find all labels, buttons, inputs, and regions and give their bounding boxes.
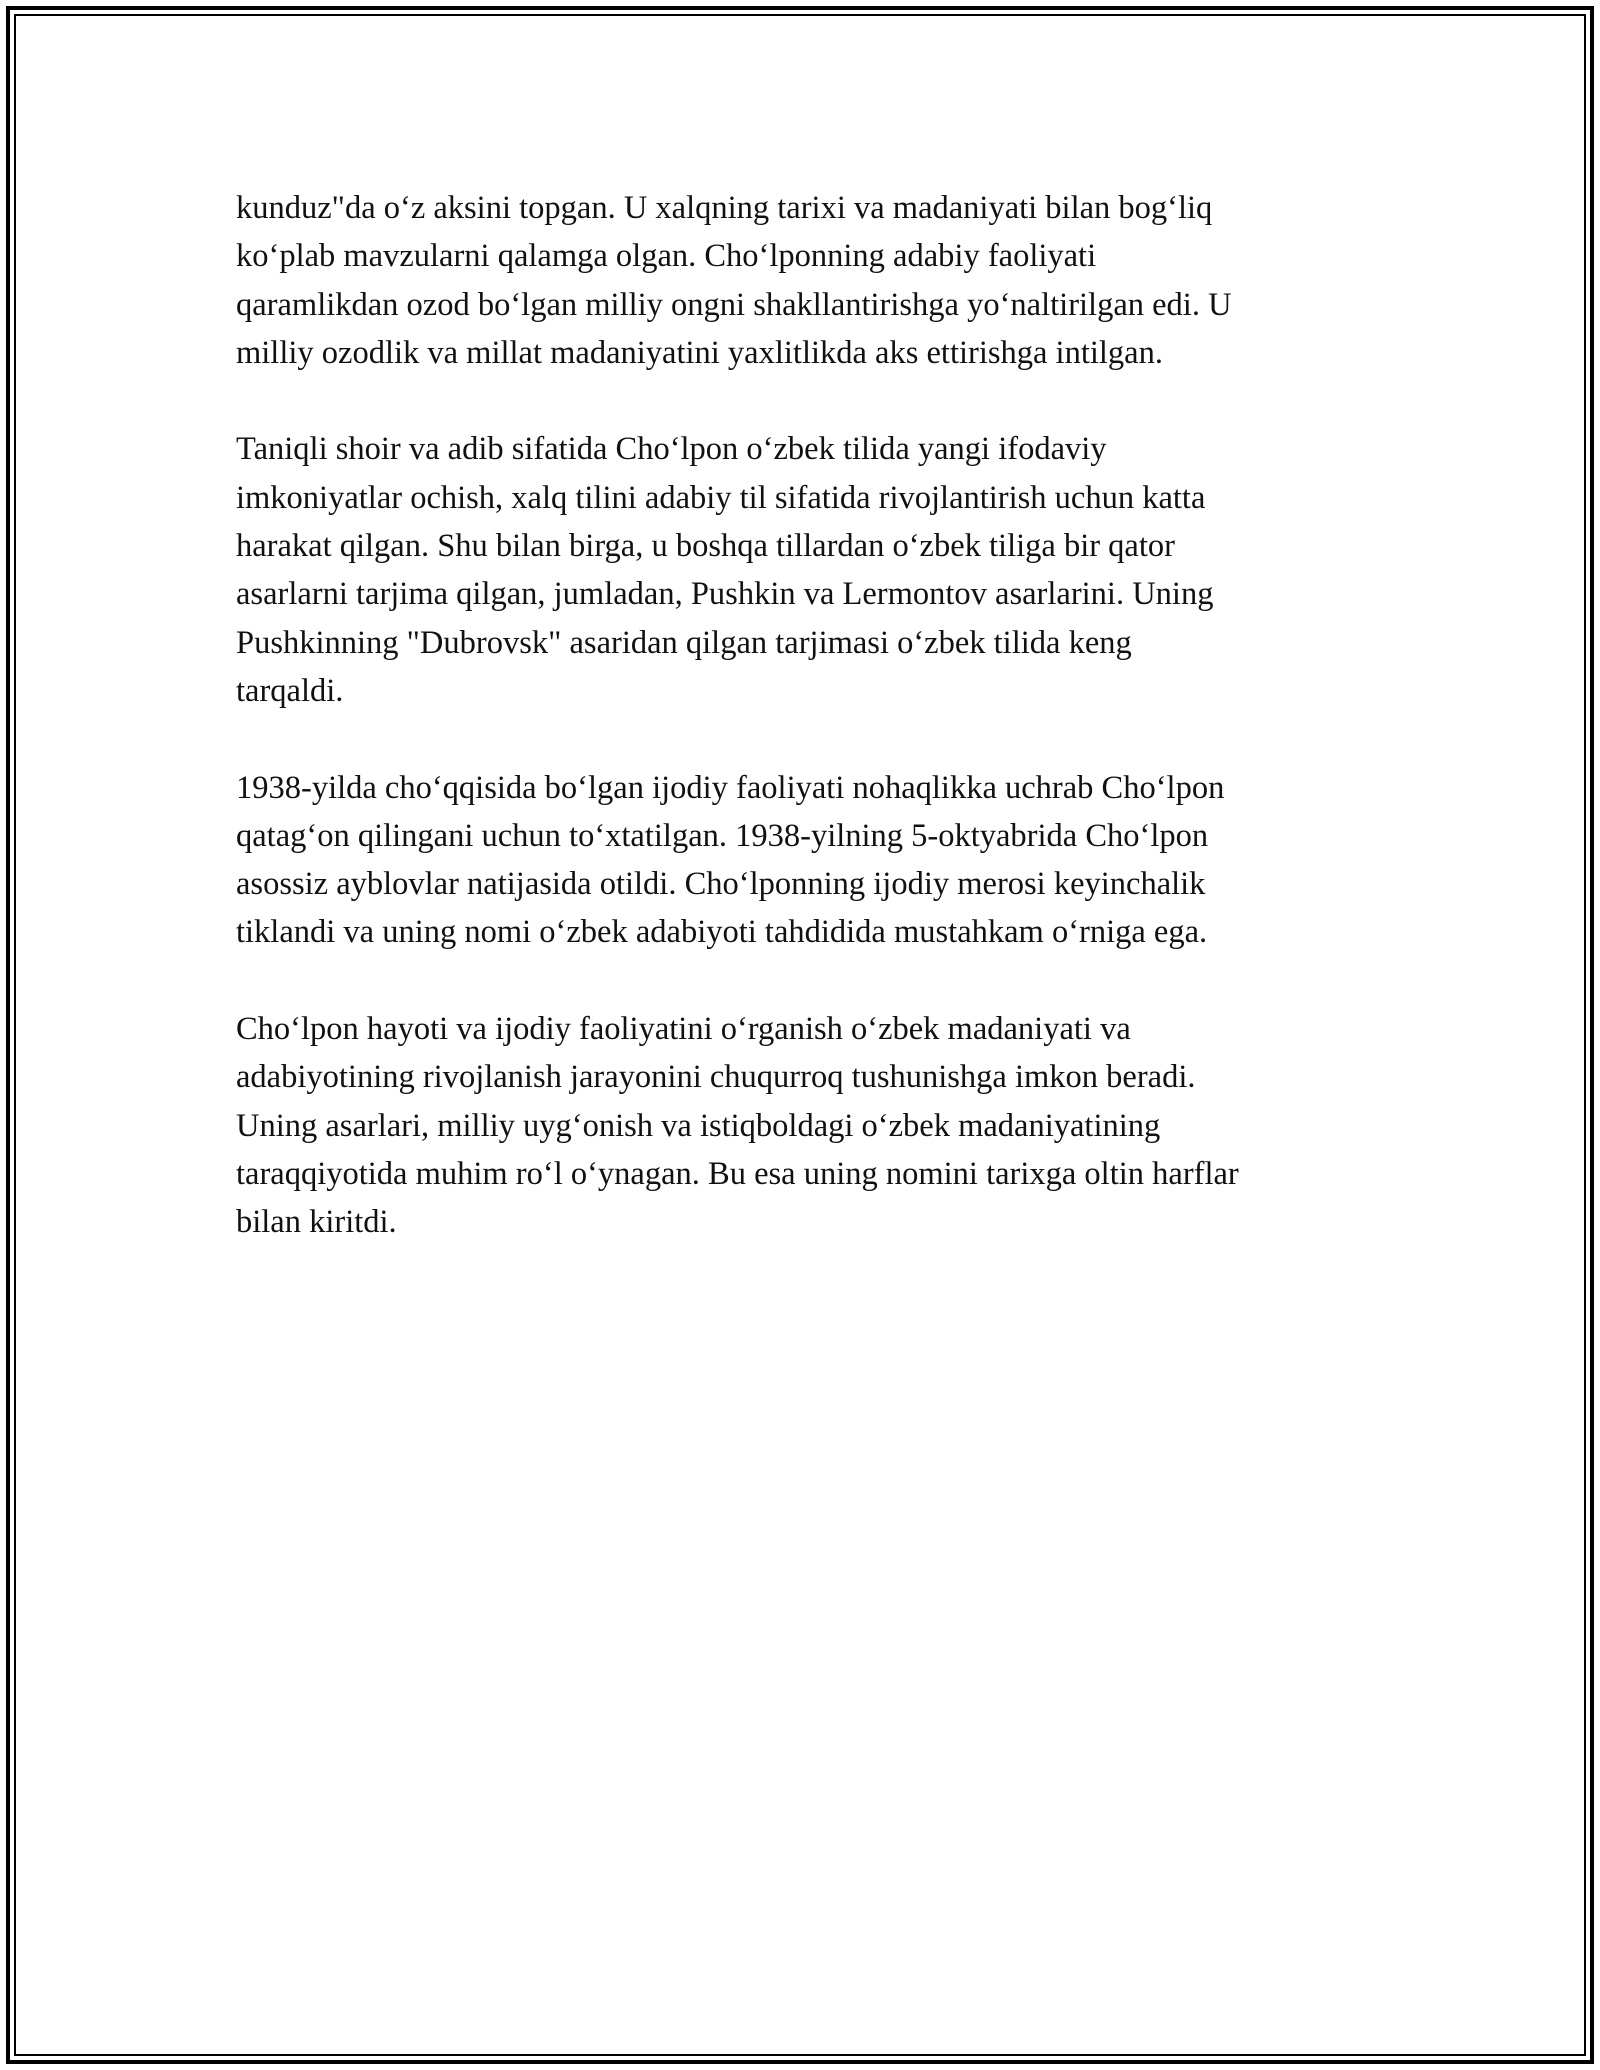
text-line: ko‘plab mavzularni qalamga olgan. Cho‘lponning adabiy faoliyati — [236, 238, 1097, 275]
paragraph-3 — [236, 764, 1396, 957]
text-line: milliy ozodlik va millat madaniyatini yaxlitlikda aks ettirishga intilgan. — [236, 334, 1163, 371]
text-line: harakat qilgan. Shu bilan birga, u boshqa tillardan o‘zbek tiliga bir qator — [236, 528, 1175, 565]
text-line: kunduz"da o‘z aksini topgan. U xalqning tarixi va madaniyati bilan bog‘liq — [236, 190, 1213, 226]
text-line: bilan kiritdi. — [236, 1204, 397, 1241]
text-line: asarlarni tarjima qilgan, jumladan, Pushkin va Lermontov asarlarini. Uning — [236, 576, 1214, 613]
text-line: Pushkinning "Dubrovsk" asaridan qilgan tarjimasi o‘zbek tilida keng — [236, 624, 1132, 661]
text-line: qatag‘on qilingani uchun to‘xtatilgan. 1938-yilning 5-oktyabrida Cho‘lpon — [236, 817, 1209, 854]
text-line: adabiyotining rivojlanish jarayonini chuqurroq tushunishga imkon beradi. — [236, 1059, 1196, 1096]
text-line: Cho‘lpon hayoti va ijodiy faoliyatini o‘rganish o‘zbek madaniyati va — [236, 1011, 1131, 1048]
paragraph-2 — [236, 425, 1396, 715]
text-line: tiklandi va uning nomi o‘zbek adabiyoti tahdidida mustahkam o‘rniga ega. — [236, 914, 1208, 951]
text-line: Uning asarlari, milliy uyg‘onish va istiqboldagi o‘zbek madaniyatining — [236, 1107, 1161, 1144]
text-line: tarqaldi. — [236, 672, 344, 709]
paragraph-4 — [236, 1005, 1396, 1246]
text-line: 1938-yilda cho‘qqisida bo‘lgan ijodiy faoliyati nohaqlikka uchrab Cho‘lpon — [236, 769, 1225, 806]
text-line: imkoniyatlar ochish, xalq tilini adabiy til sifatida rivojlantirish uchun katta — [236, 479, 1206, 516]
document-body — [236, 184, 1396, 1295]
text-line: taraqqiyotida muhim ro‘l o‘ynagan. Bu esa uning nomini tarixga oltin harflar — [236, 1155, 1239, 1192]
text-line: asossiz ayblovlar natijasida otildi. Cho‘lponning ijodiy merosi keyinchalik — [236, 866, 1206, 903]
text-line: Taniqli shoir va adib sifatida Cho‘lpon o‘zbek tilida yangi ifodaviy — [236, 431, 1107, 468]
text-line: qaramlikdan ozod bo‘lgan milliy ongni shakllantirishga yo‘naltirilgan edi. U — [236, 286, 1232, 323]
paragraph-1 — [236, 184, 1396, 377]
